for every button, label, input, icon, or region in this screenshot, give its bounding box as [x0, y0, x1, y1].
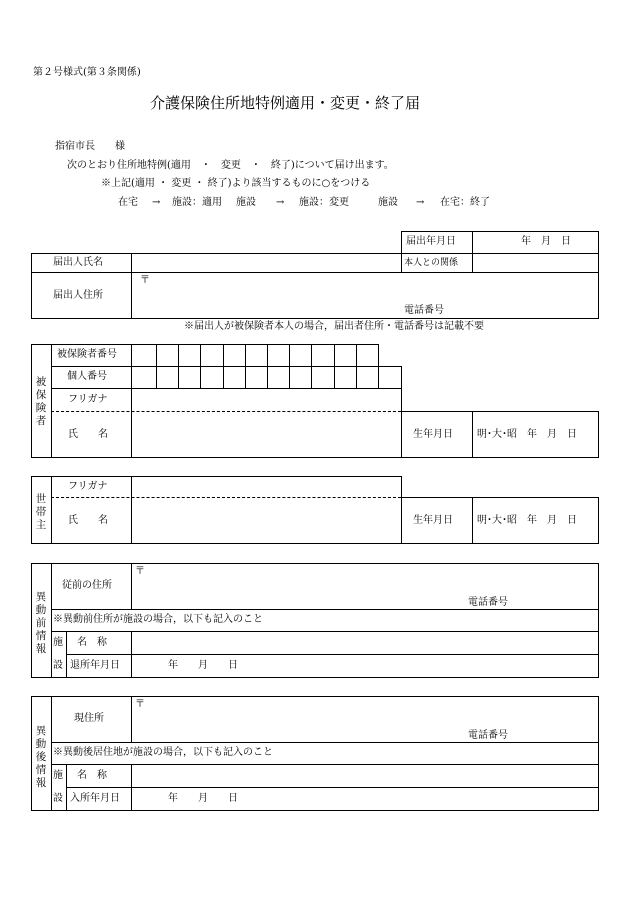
before-facility-name-field[interactable] [132, 632, 598, 654]
after-facility-name-field[interactable] [132, 765, 598, 787]
insured-name-field[interactable] [132, 412, 400, 457]
householder-furigana-label: フリガナ [68, 481, 108, 492]
notifier-name-field[interactable] [132, 254, 400, 272]
notifier-address-field[interactable] [132, 273, 598, 318]
householder-birth-label: 生年月日 [413, 515, 453, 526]
phone-label: 電話番号 [404, 305, 444, 316]
before-facility-note: ※異動前住所が施設の場合，以下も記入のこと [53, 614, 263, 625]
before-date-field[interactable]: 年 月 日 [168, 660, 238, 671]
after-side-label: 異動後情報 [35, 725, 47, 789]
form-number: 第２号様式(第３条関係) [33, 67, 141, 78]
after-address-field[interactable] [132, 697, 598, 742]
notifier-name-label: 届出人氏名 [53, 257, 103, 268]
notifier-note: ※届出人が被保険者本人の場合，届出者住所・電話番号は記載不要 [184, 321, 484, 332]
form-title: 介護保険住所地特例適用・変更・終了届 [150, 94, 421, 112]
after-facility-name-label: 名 称 [77, 770, 107, 781]
after-date-label: 入所年月日 [70, 793, 120, 804]
addressee: 指宿市長 様 [55, 141, 125, 152]
insured-furigana-label: フリガナ [68, 394, 108, 405]
before-side-label: 異動前情報 [35, 591, 47, 655]
after-date-field[interactable]: 年 月 日 [168, 793, 238, 804]
after-postal-mark: 〒 [135, 699, 145, 710]
before-facility-name-label: 名 称 [77, 637, 107, 648]
after-address-label: 現住所 [74, 713, 104, 724]
insured-birth-field[interactable]: 明･大･昭 年 月 日 [477, 429, 577, 440]
personal-number-label: 個人番号 [67, 371, 107, 382]
insured-side-label: 被保険者 [35, 376, 47, 427]
after-facility-note: ※異動後居住地が施設の場合，以下も記入のこと [53, 747, 273, 758]
before-date-label: 退所年月日 [70, 660, 120, 671]
relation-field[interactable] [473, 254, 598, 272]
insured-furigana-field[interactable] [132, 389, 400, 410]
insured-name-label: 氏 名 [68, 429, 108, 440]
arrow-icon: → [152, 197, 161, 208]
postal-mark: 〒 [140, 275, 150, 286]
after-facility-side-b: 設 [53, 793, 63, 804]
before-facility-side-a: 施 [53, 637, 63, 648]
relation-label: 本人との関係 [404, 258, 459, 268]
insured-birth-label: 生年月日 [413, 429, 453, 440]
arrow-icon: → [276, 197, 285, 208]
householder-birth-field[interactable]: 明･大･昭 年 月 日 [477, 515, 577, 526]
after-phone-label: 電話番号 [468, 730, 508, 741]
householder-side-label: 世帯主 [35, 493, 47, 531]
selection-note: ※上記(適用 ・ 変更 ・ 終了)より該当するものに○をつける [101, 178, 371, 189]
householder-name-label: 氏 名 [68, 515, 108, 526]
before-address-label: 従前の住所 [62, 580, 112, 591]
date-label: 届出年月日 [406, 236, 456, 247]
insured-number-label: 被保険者番号 [57, 349, 117, 360]
householder-name-field[interactable] [132, 498, 400, 543]
householder-furigana-field[interactable] [132, 477, 400, 497]
intro-text: 次のとおり住所地特例(適用 ・ 変更 ・ 終了)について届け出ます。 [67, 160, 394, 171]
date-field[interactable]: 年 月 日 [521, 236, 571, 247]
arrow-icon: → [416, 197, 425, 208]
notifier-address-label: 届出人住所 [53, 290, 103, 301]
before-facility-side-b: 設 [53, 660, 63, 671]
before-phone-label: 電話番号 [468, 597, 508, 608]
before-postal-mark: 〒 [135, 566, 145, 577]
after-facility-side-a: 施 [53, 770, 63, 781]
before-address-field[interactable] [132, 564, 598, 609]
